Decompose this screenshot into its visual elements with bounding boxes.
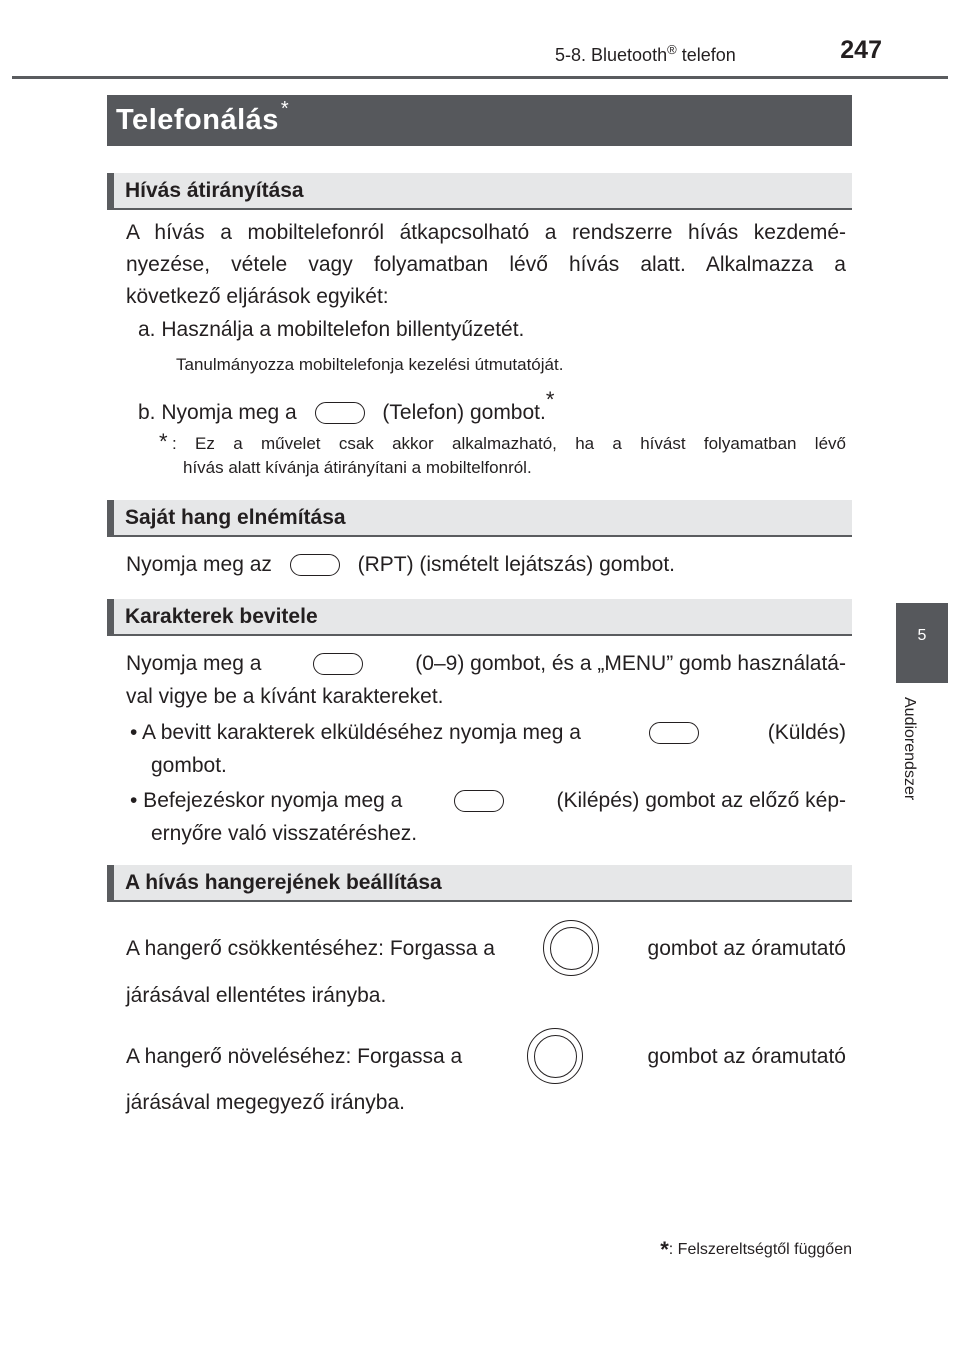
chars-bullet2-pre: • Befejezéskor nyomja meg a — [130, 789, 403, 812]
section-heading-mute — [107, 500, 852, 537]
chars-line1-post: (0–9) gombot, és a „MENU” gomb használatá- — [415, 652, 846, 675]
chapter-name: Audiorendszer — [901, 697, 918, 801]
transfer-intro-line2: nyezése, vétele vagy folyamatban lévő hívás alatt. Alkalmazza a — [126, 253, 846, 276]
rpt-button-icon — [290, 554, 340, 576]
section-heading-text: Saját hang elnémítása — [125, 506, 346, 529]
chars-bullet1-pre: • A bevitt karakterek elküldéséhez nyomja meg a — [130, 721, 581, 744]
send-button-icon — [649, 722, 699, 744]
chars-line1 — [126, 647, 846, 680]
page-number: 247 — [840, 36, 882, 64]
page-title-text: Telefonálás — [116, 104, 279, 136]
mute-instruction — [126, 548, 675, 581]
transfer-option-a-note: Tanulmányozza mobiltelefonja kezelési útmutatóját. — [176, 355, 564, 374]
chars-bullet2-post: (Kilépés) gombot az előző kép- — [556, 789, 846, 812]
volume-decrease-pre: A hangerő csökkentéséhez: Forgassa a — [126, 936, 495, 960]
transfer-option-b — [138, 387, 554, 429]
chars-line2: val vigye be a kívánt karaktereket. — [126, 685, 444, 708]
exit-button-icon — [454, 790, 504, 812]
section-heading-chars — [107, 599, 852, 636]
transfer-intro-line3: következő eljárások egyikét: — [126, 285, 389, 308]
volume-knob-icon — [543, 920, 599, 976]
volume-increase-pre: A hangerő növeléséhez: Forgassa a — [126, 1044, 463, 1068]
section-heading-text: Karakterek bevitele — [125, 605, 318, 628]
volume-decrease — [126, 918, 846, 978]
phone-button-icon — [315, 402, 365, 424]
volume-knob-icon — [527, 1028, 583, 1084]
header-section — [555, 42, 736, 66]
section-heading-text: Hívás átirányítása — [125, 179, 304, 202]
chars-bullet1-cont: gombot. — [151, 754, 227, 777]
volume-increase-post: gombot az óramutató — [647, 1044, 846, 1068]
transfer-option-a: a. Használja a mobiltelefon billentyűzetét. — [138, 318, 525, 341]
header-section-suffix: telefon — [681, 45, 736, 65]
chars-bullet1-post: (Küldés) — [767, 721, 846, 744]
star-note-line2: hívás alatt kívánja átirányítani a mobiltelfonról. — [183, 458, 532, 477]
mute-text-post: (RPT) (ismételt lejátszás) gombot. — [357, 553, 675, 576]
volume-increase-cont: járásával megegyező irányba. — [126, 1091, 405, 1114]
option-b-star: * — [545, 387, 555, 412]
chapter-tab — [896, 603, 948, 683]
footnote-text: : Felszereltségtől függően — [668, 1241, 852, 1258]
option-b-text-post: (Telefon) gombot. — [382, 401, 546, 424]
mute-text-pre: Nyomja meg az — [126, 553, 272, 576]
chars-bullet2 — [130, 784, 846, 817]
star-note-mark: * — [159, 429, 168, 454]
chars-bullet1 — [130, 716, 846, 749]
footnote-star: * — [660, 1237, 669, 1262]
option-b-text-pre: b. Nyomja meg a — [138, 401, 297, 424]
chars-bullet2-cont: ernyőre való visszatéréshez. — [151, 822, 418, 845]
chapter-number: 5 — [917, 627, 927, 644]
registered-mark: ® — [667, 42, 677, 57]
digit-button-icon — [313, 653, 363, 675]
chapter-label — [900, 697, 930, 827]
section-heading-transfer — [107, 173, 852, 210]
section-heading-volume — [107, 865, 852, 902]
chars-line1-pre: Nyomja meg a — [126, 652, 262, 675]
star-note-line1: : Ez a művelet csak akkor alkalmazható, ha a hívást folyamatban lévő — [172, 434, 846, 453]
footnote — [660, 1237, 852, 1263]
transfer-intro-line1: A hívás a mobiltelefonról átkapcsolható a rendszerre hívás kezdemé- — [126, 221, 846, 244]
header-rule — [12, 76, 948, 79]
section-heading-text: A hívás hangerejének beállítása — [125, 871, 442, 894]
volume-decrease-post: gombot az óramutató — [647, 936, 846, 960]
page-title — [107, 95, 852, 146]
title-star: * — [280, 98, 290, 120]
header-section-label: 5-8. Bluetooth — [555, 45, 668, 65]
volume-increase — [126, 1026, 846, 1086]
volume-decrease-cont: járásával ellentétes irányba. — [126, 984, 387, 1007]
